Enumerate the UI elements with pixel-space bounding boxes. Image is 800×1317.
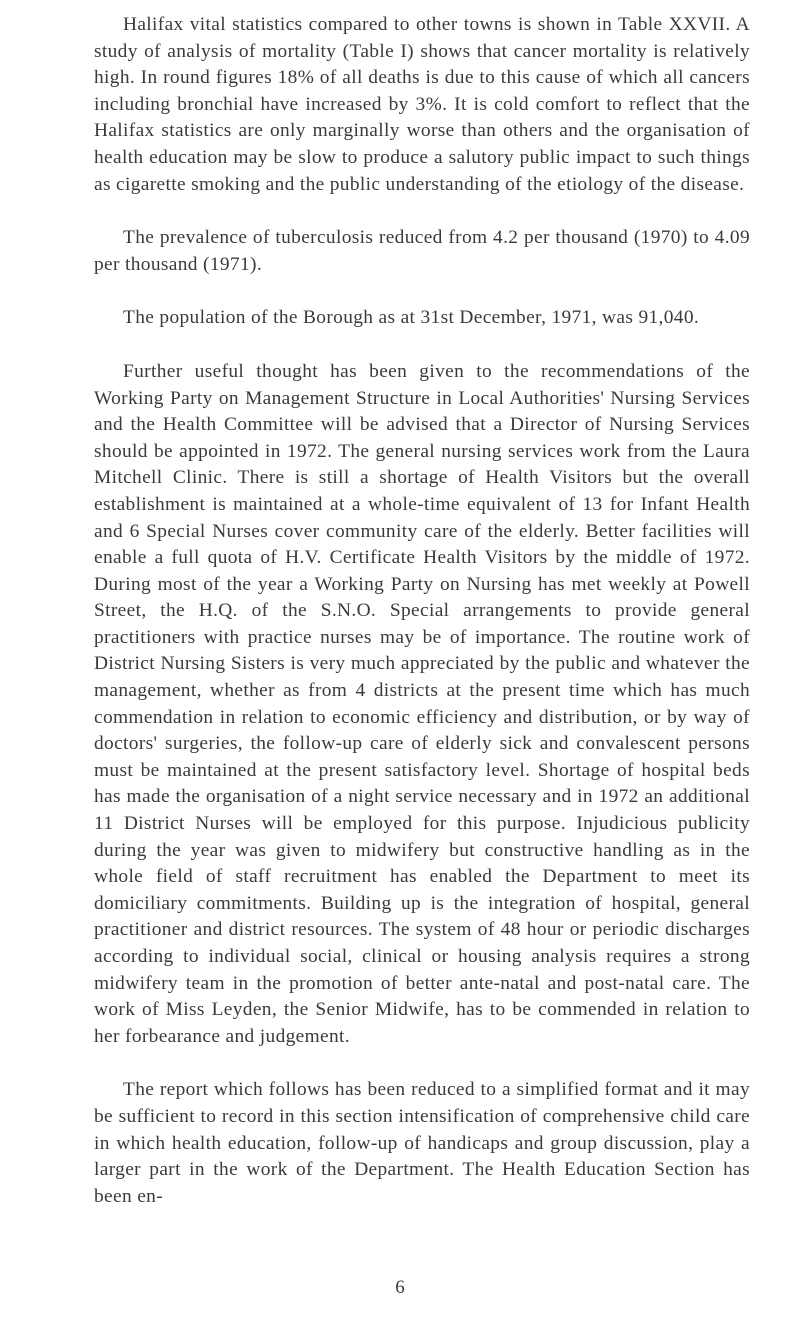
document-page — [94, 12, 750, 1210]
paragraph-report-format: The report which follows has been reduced to a simplified format and it may be sufficient to record in this section intensification of comprehensive child care in which health education, follow-up of handicaps and group discussion, play a larger part in the work of the Department. The Health Education Section has been en- — [94, 1079, 750, 1207]
paragraph-tuberculosis: The prevalence of tuberculosis reduced from 4.2 per thousand (1970) to 4.09 per thousand (1971). — [94, 227, 750, 275]
page-number: 6 — [395, 1277, 405, 1298]
paragraph-population: The population of the Borough as at 31st December, 1971, was 91,040. — [123, 307, 700, 329]
paragraph-nursing-services: Further useful thought has been given to the recommendations of the Working Party on Management Structure in Local Authorities' Nursing Services and the Health Committee will be advised that a Director of Nursing Services should be appointed in 1972. The general nursing services work from the Laura Mitchell Clinic. There is still a shortage of Health Visitors but the overall establishment is maintained at a whole-time equivalent of 13 for Infant Health and 6 Special Nurses cover community care of the elderly. Better facilities will enable a full quota of H.V. Certificate Health Visitors by the middle of 1972. During most of the year a Working Party on Nursing has met weekly at Powell Street, the H.Q. of the S.N.O. Special arrangements to provide general practitioners with practice nurses may be of importance. The routine work of District Nursing Sisters is very much appreciated by the public and whatever the management, whether as from 4 districts at the present time which has much commendation in relation to economic efficiency and distribution, or by way of doctors' surgeries, the follow-up care of elderly sick and convalescent persons must be maintained at the present satisfactory level. Shortage of hospital beds has made the organisation of a night service necessary and in 1972 an additional 11 District Nurses will be employed for this purpose. Injudicious publicity during the year was given to midwifery but constructive handling as in the whole field of staff recruitment has enabled the Department to meet its domiciliary commitments. Building up is the integration of hospital, general practitioner and district resources. The system of 48 hour or periodic discharges according to individual social, clinical or housing analysis requires a strong midwifery team in the promotion of better ante-natal and post-natal care. The work of Miss Leyden, the Senior Midwife, has to be commended in relation to her forbearance and judgement. — [94, 360, 750, 1047]
paragraph-vital-statistics: Halifax vital statistics compared to other towns is shown in Table XXVII. A study of analysis of mortality (Table I) shows that cancer mortality is relatively high. In round figures 18% of all deaths is due to this cause of which all cancers including bronchial have increased by 3%. It is cold comfort to reflect that the Halifax statistics are only marginally worse than others and the organisation of health education may be slow to produce a salutory public impact to such things as cigarette smoking and the public understanding of the etiology of the disease. — [94, 14, 750, 195]
